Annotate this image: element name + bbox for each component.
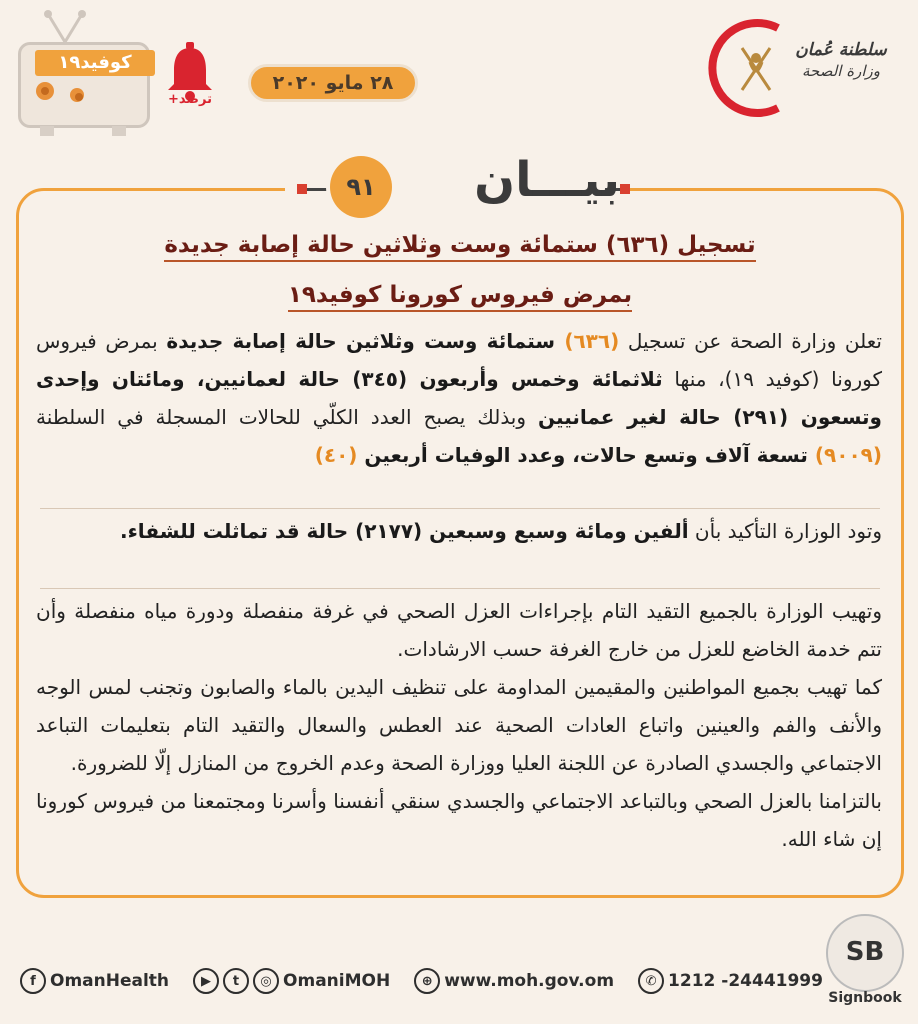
para2-recovered: ألفين ومائة وسبع وسبعين (٢١٧٧) حالة قد تماثلت للشفاء. xyxy=(119,519,689,543)
date-badge: ٢٨ مايو ٢٠٢٠ xyxy=(248,64,418,102)
para1-text2: بمرض فيروس كورونا (كوفيد ١٩)، منها xyxy=(36,329,882,391)
divider xyxy=(40,508,880,509)
phone-number: 1212 -24441999 xyxy=(668,971,823,991)
facebook-icon: f xyxy=(20,968,46,994)
para1-total-count: (٩٠٠٩) xyxy=(814,443,882,467)
globe-icon: ⊕ xyxy=(414,968,440,994)
social-handle: OmaniMOH xyxy=(283,971,391,991)
tv-leg xyxy=(40,126,54,136)
ministry-title: وزارة الصحة xyxy=(802,62,880,80)
tv-label: كوفيد١٩ xyxy=(35,50,155,76)
para1-total-words: تسعة آلاف وتسع حالات، وعدد الوفيات أربعين xyxy=(357,443,815,467)
tv-leg xyxy=(112,126,126,136)
para1-breakdown: ثلاثمائة وخمس وأربعون (٣٤٥) حالة لعمانيين، ومائتان وإحدى وتسعون (٢٩١) حالة لغير عمانيين xyxy=(36,367,882,429)
paragraph-guidance xyxy=(36,592,882,858)
headline-line2-text: بمرض فيروس كورونا كوفيد١٩ xyxy=(288,282,632,312)
twitter-icon: t xyxy=(223,968,249,994)
social-handles[interactable] xyxy=(193,968,390,994)
ministry-country: سلطنة عُمان xyxy=(795,40,887,60)
para1-text: تعلن وزارة الصحة عن تسجيل xyxy=(619,329,882,353)
instagram-icon: ◎ xyxy=(253,968,279,994)
divider xyxy=(40,588,880,589)
para3-isolation: وتهيب الوزارة بالجميع التقيد التام بإجراءات العزل الصحي في غرفة منفصلة ودورة مياه منفصلة وأن تتم خدمة الخاضع للعزل من خارج الغرفة حسب الارشادات. xyxy=(36,599,882,661)
para3-closing: بالتزامنا بالعزل الصحي وبالتباعد الاجتماعي والجسدي سنقي أنفسنا وأسرنا ومجتمعنا من فيروس كورونا إن شاء الله. xyxy=(36,789,882,851)
statement-title: بيـــان xyxy=(474,152,620,208)
paragraph-recovered xyxy=(36,512,882,550)
virus-icon xyxy=(36,82,54,100)
para1-new-words: ستمائة وست وثلاثين حالة إصابة جديدة xyxy=(166,329,565,353)
virus-icon xyxy=(70,88,84,102)
headline-line1-text: تسجيل (٦٣٦) ستمائة وست وثلاثين حالة إصابة جديدة xyxy=(164,232,755,262)
facebook-link[interactable] xyxy=(20,968,169,994)
para2-text: وتود الوزارة التأكيد بأن xyxy=(688,519,882,543)
youtube-icon: ▶ xyxy=(193,968,219,994)
title-rule-left xyxy=(307,188,329,191)
paragraph-cases xyxy=(36,322,882,474)
phone-link[interactable] xyxy=(638,968,823,994)
ministry-name xyxy=(778,40,904,80)
para1-text3: وبذلك يصبح العدد الكلّي للحالات المسجلة في السلطنة xyxy=(36,405,539,429)
para3-hygiene: كما تهيب بجميع المواطنين والمقيمين المداومة على تنظيف اليدين بالماء والصابون وتجنب لمس الوجه والأنف والفم والعينين واتباع العادات الصحية عند العطس والسعال والتقيد التام بتعليمات التباعد الاجتماعي والجسدي الصادرة عن اللجنة العليا ووزارة الصحة وعدم الخروج من المنازل إلّا للضرورة. xyxy=(36,675,882,775)
website-url: www.moh.gov.om xyxy=(444,971,615,991)
title-square-left xyxy=(297,184,307,194)
para1-new-count: (٦٣٦) xyxy=(564,329,620,353)
para1-deaths-count: (٤٠) xyxy=(314,443,358,467)
phone-icon: ✆ xyxy=(638,968,664,994)
headline-line2 xyxy=(40,282,880,308)
bell-label: ترصّد+ xyxy=(168,92,212,107)
headline-line1 xyxy=(40,232,880,258)
facebook-handle: OmanHealth xyxy=(50,971,170,991)
statement-number: ٩١ xyxy=(330,156,392,218)
tv-antenna-icon xyxy=(40,8,90,44)
title-square-right xyxy=(620,184,630,194)
signbook-label: Signbook xyxy=(828,990,902,1006)
signbook-logo: SB xyxy=(826,914,904,992)
website-link[interactable] xyxy=(414,968,614,994)
footer-contacts xyxy=(20,964,823,998)
